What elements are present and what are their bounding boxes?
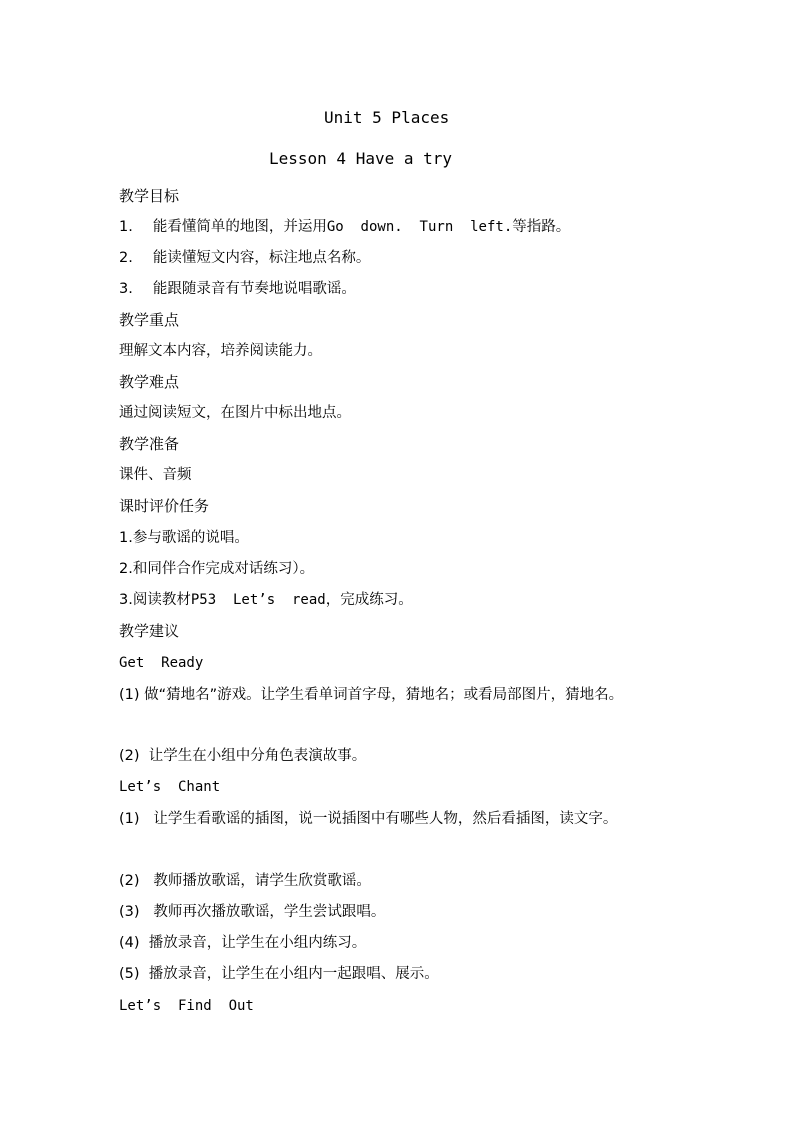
get-ready-item-1: (1) 做“猜地名”游戏。让学生看单词首字母，猜地名；或看局部图片，猜地名。 — [119, 687, 624, 703]
lets-chant-item-2: (2) 教师播放歌谣，请学生欣赏歌谣。 — [119, 873, 371, 889]
get-ready-item-2: (2) 让学生在小组中分角色表演故事。 — [119, 748, 367, 764]
objective-1-number: 1. — [119, 219, 133, 235]
get-ready-heading: Get Ready — [119, 655, 204, 671]
objective-3-number: 3. — [119, 281, 133, 297]
evaluation-item-3-c: ，完成练习。 — [325, 592, 413, 608]
lets-find-out-heading: Let’s Find Out — [119, 998, 254, 1014]
page-title: Unit 5 Places — [324, 108, 450, 127]
objective-2 — [119, 248, 370, 268]
objective-1-text-a: 能看懂简单的地图，并运用 — [152, 219, 327, 235]
objective-3 — [119, 279, 356, 299]
lesson-subtitle: Lesson 4 Have a try — [269, 149, 453, 168]
evaluation-item-3-english: P53 Let’s read — [190, 592, 326, 608]
key-points-heading: 教学重点 — [119, 311, 180, 329]
objective-3-text: 能跟随录音有节奏地说唱歌谣。 — [152, 281, 356, 297]
objective-2-text: 能读懂短文内容，标注地点名称。 — [152, 250, 371, 266]
lets-chant-heading: Let’s Chant — [119, 779, 221, 795]
lets-chant-item-3: (3) 教师再次播放歌谣，学生尝试跟唱。 — [119, 904, 386, 920]
objective-1 — [119, 217, 570, 237]
objectives-heading: 教学目标 — [119, 187, 180, 205]
prep-text: 课件、音频 — [119, 467, 192, 483]
difficulties-text: 通过阅读短文，在图片中标出地点。 — [119, 405, 351, 421]
prep-heading: 教学准备 — [119, 435, 180, 453]
lets-chant-item-1: (1) 让学生看歌谣的插图，说一说插图中有哪些人物，然后看插图，读文字。 — [119, 811, 618, 827]
lets-chant-item-5: (5) 播放录音，让学生在小组内一起跟唱、展示。 — [119, 966, 439, 982]
evaluation-item-2: 2.和同伴合作完成对话练习）。 — [119, 561, 315, 577]
evaluation-item-1: 1.参与歌谣的说唱。 — [119, 530, 249, 546]
evaluation-item-3-a: 3.阅读教材 — [119, 592, 191, 608]
key-points-text: 理解文本内容，培养阅读能力。 — [119, 343, 322, 359]
difficulties-heading: 教学难点 — [119, 373, 180, 391]
evaluation-heading: 课时评价任务 — [119, 497, 210, 515]
objective-2-number: 2. — [119, 250, 133, 266]
lets-chant-item-4: (4) 播放录音，让学生在小组内练习。 — [119, 935, 367, 951]
objective-1-english: Go down. Turn left. — [326, 219, 513, 235]
evaluation-item-3 — [119, 590, 413, 610]
objective-1-text-c: 等指路。 — [512, 219, 571, 235]
suggestions-heading: 教学建议 — [119, 622, 180, 640]
